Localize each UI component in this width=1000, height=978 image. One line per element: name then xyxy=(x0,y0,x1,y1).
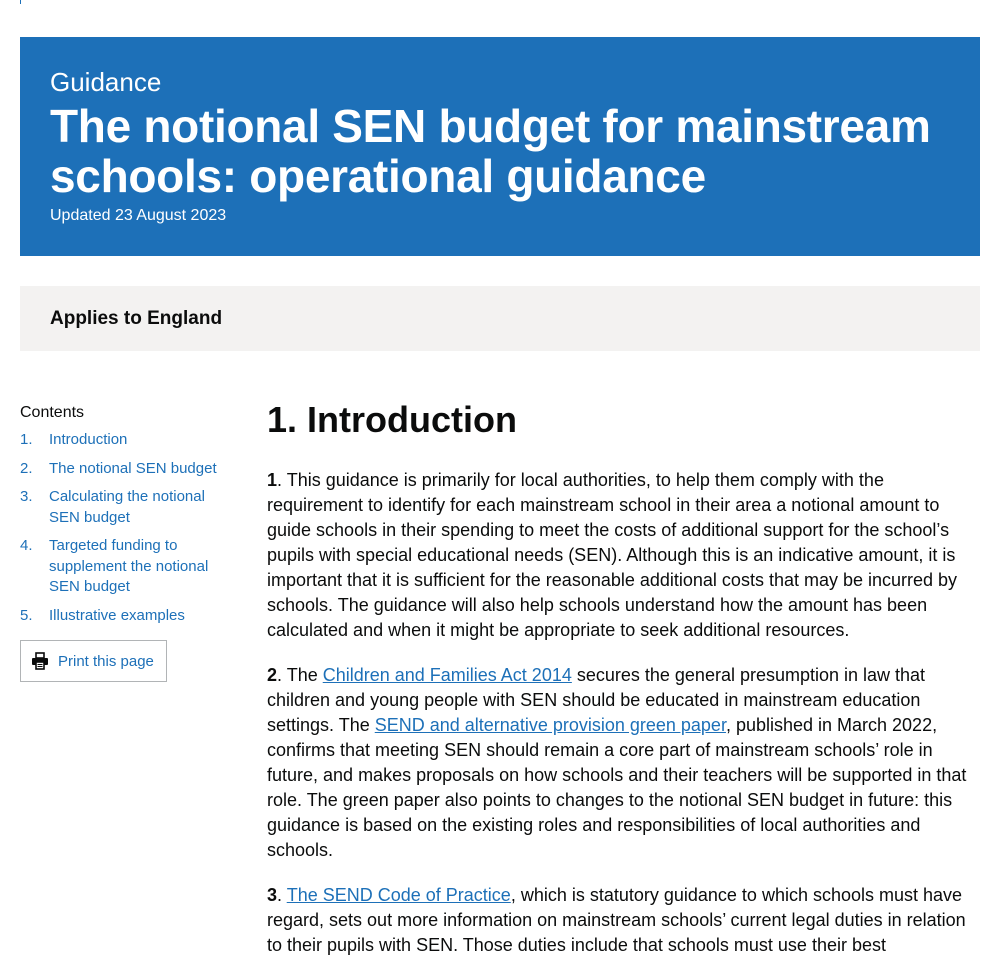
paragraph-number: 1 xyxy=(267,470,278,490)
paragraph-text: , published in March 2022, confirms that meeting SEN should remain a core part of mainstream schools’ role in future, and makes proposals on how schools and their teachers will be supported in that role. The green paper also points to changes to the notional SEN budget in future: this guidance is based on the existing roles and responsibilities of local authorities and schools. xyxy=(267,715,967,860)
contents-item-number: 4. xyxy=(20,537,33,554)
contents-item-number: 5. xyxy=(20,606,33,624)
top-tick-mark xyxy=(20,0,21,4)
contents-item-calculating[interactable] xyxy=(20,487,235,528)
document-type-label: Guidance xyxy=(50,67,162,97)
contents-item-notional-sen-budget[interactable] xyxy=(20,459,235,480)
contents-item-number: 2. xyxy=(20,459,33,477)
paragraph-text: secures the general presumption in law that children and young people with SEN should be educated in mainstream education settings. The xyxy=(267,665,926,735)
printer-icon xyxy=(31,652,49,670)
contents-item-link[interactable]: The notional SEN budget xyxy=(49,459,217,477)
paragraph-number: 2 xyxy=(267,665,278,685)
paragraph-text: , which is statutory guidance to which schools must have regard, sets out more information on mainstream schools’ current legal duties in relation to their pupils with SEN. Those duties include that schools must use their best xyxy=(267,885,966,955)
paragraph-2 xyxy=(267,663,982,863)
children-and-families-act-link[interactable]: Children and Families Act 2014 xyxy=(322,665,572,685)
contents-item-introduction[interactable] xyxy=(20,430,235,451)
section-heading-introduction: 1. Introduction xyxy=(267,399,517,440)
applies-to-banner: Applies to England xyxy=(20,286,980,351)
contents-sidebar xyxy=(20,402,235,682)
page-header-banner xyxy=(20,37,980,256)
contents-item-link[interactable]: Illustrative examples xyxy=(49,606,185,624)
paragraph-1 xyxy=(267,468,982,643)
contents-list xyxy=(20,430,235,626)
contents-item-link[interactable]: Introduction xyxy=(49,431,128,448)
contents-title: Contents xyxy=(20,404,85,421)
send-code-of-practice-link[interactable]: The SEND Code of Practice xyxy=(286,885,511,905)
print-page-label: Print this page xyxy=(58,652,154,670)
contents-item-link[interactable]: Targeted funding to supplement the notional SEN budget xyxy=(49,537,209,595)
print-page-button[interactable] xyxy=(20,640,167,682)
contents-item-number: 3. xyxy=(20,488,33,505)
contents-item-targeted-funding[interactable] xyxy=(20,536,235,598)
page-title: The notional SEN budget for mainstream schools: operational guidance xyxy=(50,100,931,202)
paragraph-text: . This guidance is primarily for local authorities, to help them comply with the requirement to identify for each mainstream school in their area a notional amount to guide schools in their spending to meet the costs of additional support for the school’s pupils with special educational needs (SEN). Although this is an indicative amount, it is important that it is sufficient for the reasonable additional costs that may be incurred by schools. The guidance will also help schools understand how the amount has been calculated and when it might be appropriate to seek additional resources. xyxy=(267,470,958,640)
article-body xyxy=(267,398,982,978)
contents-item-number: 1. xyxy=(20,431,33,448)
paragraph-number: 3 xyxy=(267,885,278,905)
paragraph-text: . The xyxy=(277,665,323,685)
contents-item-link[interactable]: Calculating the notional SEN budget xyxy=(49,488,205,526)
paragraph-3 xyxy=(267,883,982,958)
updated-date: Updated 23 August 2023 xyxy=(50,207,227,224)
send-green-paper-link[interactable]: SEND and alternative provision green paper xyxy=(374,715,726,735)
contents-item-illustrative-examples[interactable] xyxy=(20,606,235,627)
paragraph-text: . xyxy=(277,885,287,905)
